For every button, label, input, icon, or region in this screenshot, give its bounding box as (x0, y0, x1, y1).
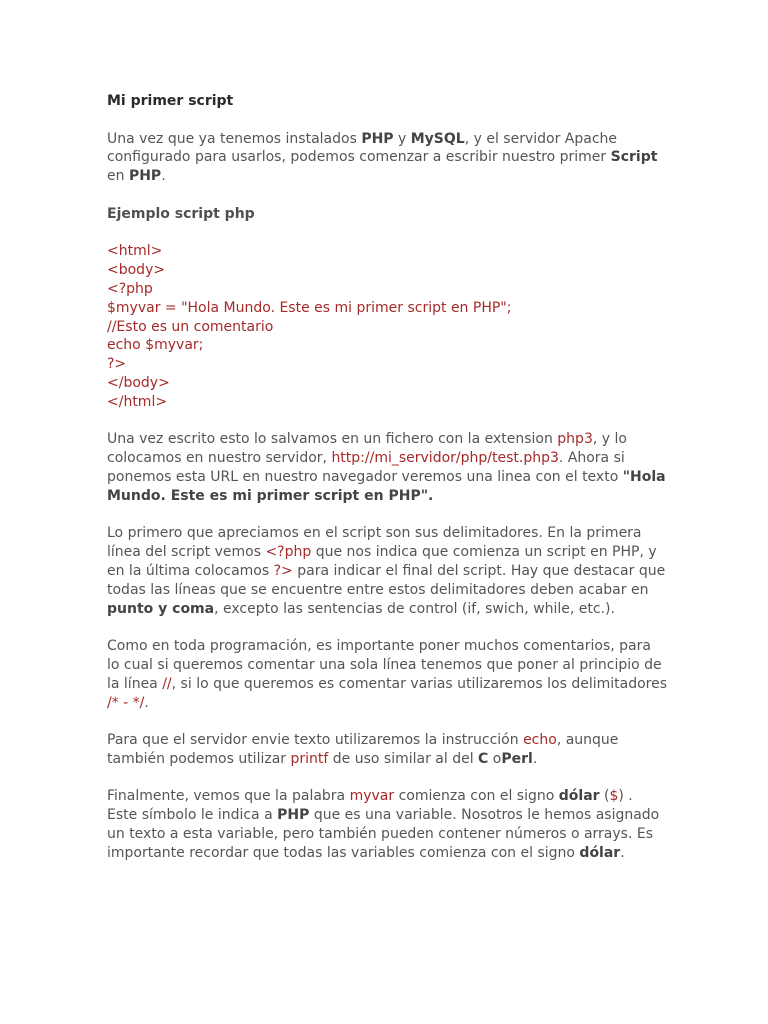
code-line: $myvar = "Hola Mundo. Este es mi primer script en PHP"; (107, 299, 512, 316)
echo-paragraph: Para que el servidor envie texto utilizaremos la instrucción echo, aunque también podemos utilizar printf de uso similar al del C oPerl. (107, 732, 619, 767)
code-line: <body> (107, 262, 166, 279)
code-line: ?> (107, 356, 127, 373)
code-line: //Esto es un comentario (107, 318, 274, 335)
code-line: <?php (107, 280, 153, 297)
comments-paragraph: Como en toda programación, es importante poner muchos comentarios, para lo cual si queremos comentar una sola línea tenemos que poner al principio de la línea //, si lo que queremos es comentar varias utilizaremos los delimitadores /* - */. (107, 638, 668, 711)
delimiters-paragraph: Lo primero que apreciamos en el script son sus delimitadores. En la primera línea del script vemos <?php que nos indica que comienza un script en PHP, y en la última colocamos ?> para indicar el final del script. Hay que destacar que todas las líneas que se encuentre entre estos delimitadores deben acabar en punto y coma, excepto las sentencias de control (if, swich, while, etc.). (107, 525, 666, 617)
code-line: </html> (107, 393, 168, 410)
example-heading: Ejemplo script php (107, 205, 255, 222)
code-example (107, 242, 667, 411)
save-script-paragraph: Una vez escrito esto lo salvamos en un fichero con la extension php3, y lo colocamos en nuestro servidor, http://mi_servidor/php/test.php3. Ahora si ponemos esta URL en nuestro navegador veremos una linea con el texto "Hola Mundo. Este es mi primer script en PHP". (107, 431, 666, 504)
intro-paragraph: Una vez que ya tenemos instalados PHP y MySQL, y el servidor Apache configurado para usarlos, podemos comenzar a escribir nuestro primer Script en PHP. (107, 130, 658, 185)
code-line: </body> (107, 374, 170, 391)
document-body (107, 92, 667, 863)
code-line: <html> (107, 243, 163, 260)
variables-paragraph: Finalmente, vemos que la palabra myvar comienza con el signo dólar ($) . Este símbolo le indica a PHP que es una variable. Nosotros le hemos asignado un texto a esta variable, pero también pueden contener números o arrays. Es importante recordar que todas las variables comienza con el signo dólar. (107, 788, 660, 861)
page-title: Mi primer script (107, 93, 234, 109)
test-url-link[interactable]: http://mi_servidor/php/test.php3 (331, 450, 559, 467)
code-line: echo $myvar; (107, 337, 204, 354)
